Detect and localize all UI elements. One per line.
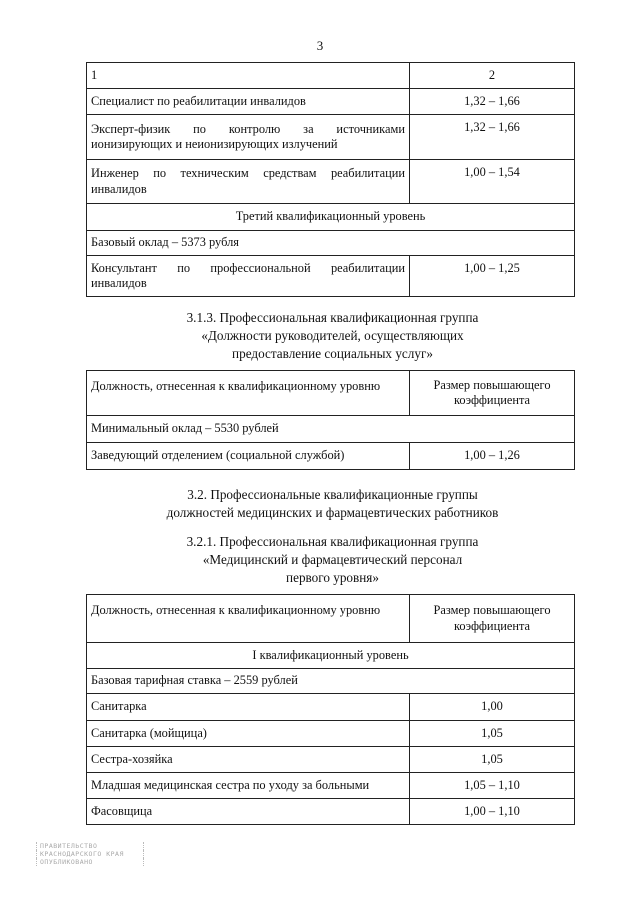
- coefficient-cell: 1,32 – 1,66: [410, 115, 575, 160]
- min-salary: Минимальный оклад – 5530 рублей: [87, 416, 575, 443]
- position-cell: Заведующий отделением (социальной службой): [87, 443, 410, 470]
- table-header-row: [87, 371, 575, 416]
- publication-stamp: [36, 842, 144, 892]
- stamp-line: КРАСНОДАРСКОГО КРАЯ: [36, 850, 144, 858]
- heading-line: 3.2.1. Профессиональная квалификационная группа: [186, 534, 479, 549]
- coefficient-cell: 1,00: [410, 694, 575, 721]
- page-number: 3: [316, 38, 324, 53]
- coefficient-cell: 1,00 – 1,26: [410, 443, 575, 470]
- column-number-1: 1: [87, 63, 410, 89]
- base-rate: Базовая тарифная ставка – 2559 рублей: [87, 669, 575, 694]
- level-title-row: [87, 643, 575, 669]
- table-medical-staff: [86, 594, 575, 825]
- section-heading-3-2-1: [90, 533, 575, 587]
- coefficient-cell: 1,00 – 1,25: [410, 256, 575, 297]
- table-header-row: [87, 63, 575, 89]
- table-row: [87, 443, 575, 470]
- heading-line: 3.2. Профессиональные квалификационные группы: [187, 487, 478, 502]
- salary-row: [87, 416, 575, 443]
- position-cell: Консультант по профессиональной реабилитации инвалидов: [87, 256, 410, 297]
- heading-line: первого уровня»: [286, 570, 379, 585]
- header-coefficient: Размер повышающего коэффициента: [410, 371, 575, 416]
- table-row: [87, 256, 575, 297]
- table-row: [87, 747, 575, 773]
- header-position: Должность, отнесенная к квалификационному уровню: [87, 371, 410, 416]
- position-cell: Санитарка: [87, 694, 410, 721]
- position-cell: Младшая медицинская сестра по уходу за больными: [87, 773, 410, 799]
- salary-row: [87, 669, 575, 694]
- column-number-2: 2: [410, 63, 575, 89]
- position-cell: Санитарка (мойщица): [87, 721, 410, 747]
- table-row: [87, 89, 575, 115]
- table-specialists: [86, 62, 575, 297]
- coefficient-cell: 1,32 – 1,66: [410, 89, 575, 115]
- position-cell: Инженер по техническим средствам реабилитации инвалидов: [87, 160, 410, 204]
- level-title-row: [87, 204, 575, 231]
- table-row: [87, 773, 575, 799]
- table-row: [87, 721, 575, 747]
- table-row: [87, 115, 575, 160]
- table-row: [87, 694, 575, 721]
- header-position: Должность, отнесенная к квалификационному уровню: [87, 595, 410, 643]
- table-managers: [86, 370, 575, 470]
- heading-line: должностей медицинских и фармацевтических работников: [166, 505, 499, 520]
- level-title: Третий квалификационный уровень: [87, 204, 575, 231]
- coefficient-cell: 1,05: [410, 747, 575, 773]
- stamp-line: ПРАВИТЕЛЬСТВО: [36, 842, 144, 850]
- section-heading-3-2: [90, 486, 575, 522]
- position-cell: Сестра-хозяйка: [87, 747, 410, 773]
- stamp-line: ОПУБЛИКОВАНО: [36, 858, 144, 866]
- coefficient-cell: 1,05: [410, 721, 575, 747]
- heading-line: 3.1.3. Профессиональная квалификационная группа: [186, 310, 479, 325]
- position-cell: Фасовщица: [87, 799, 410, 825]
- heading-line: «Должности руководителей, осуществляющих: [201, 328, 464, 343]
- position-cell: Специалист по реабилитации инвалидов: [87, 89, 410, 115]
- coefficient-cell: 1,00 – 1,54: [410, 160, 575, 204]
- section-heading-3-1-3: [90, 309, 575, 363]
- table-row: [87, 799, 575, 825]
- coefficient-cell: 1,00 – 1,10: [410, 799, 575, 825]
- coefficient-cell: 1,05 – 1,10: [410, 773, 575, 799]
- heading-line: «Медицинский и фармацевтический персонал: [202, 552, 463, 567]
- position-cell: Эксперт-физик по контролю за источниками ионизирующих и неионизирующих излучений: [87, 115, 410, 160]
- heading-line: предоставление социальных услуг»: [232, 346, 433, 361]
- level-title: I квалификационный уровень: [87, 643, 575, 669]
- table-header-row: [87, 595, 575, 643]
- table-row: [87, 160, 575, 204]
- base-salary: Базовый оклад – 5373 рубля: [87, 231, 575, 256]
- salary-row: [87, 231, 575, 256]
- header-coefficient: Размер повышающего коэффициента: [410, 595, 575, 643]
